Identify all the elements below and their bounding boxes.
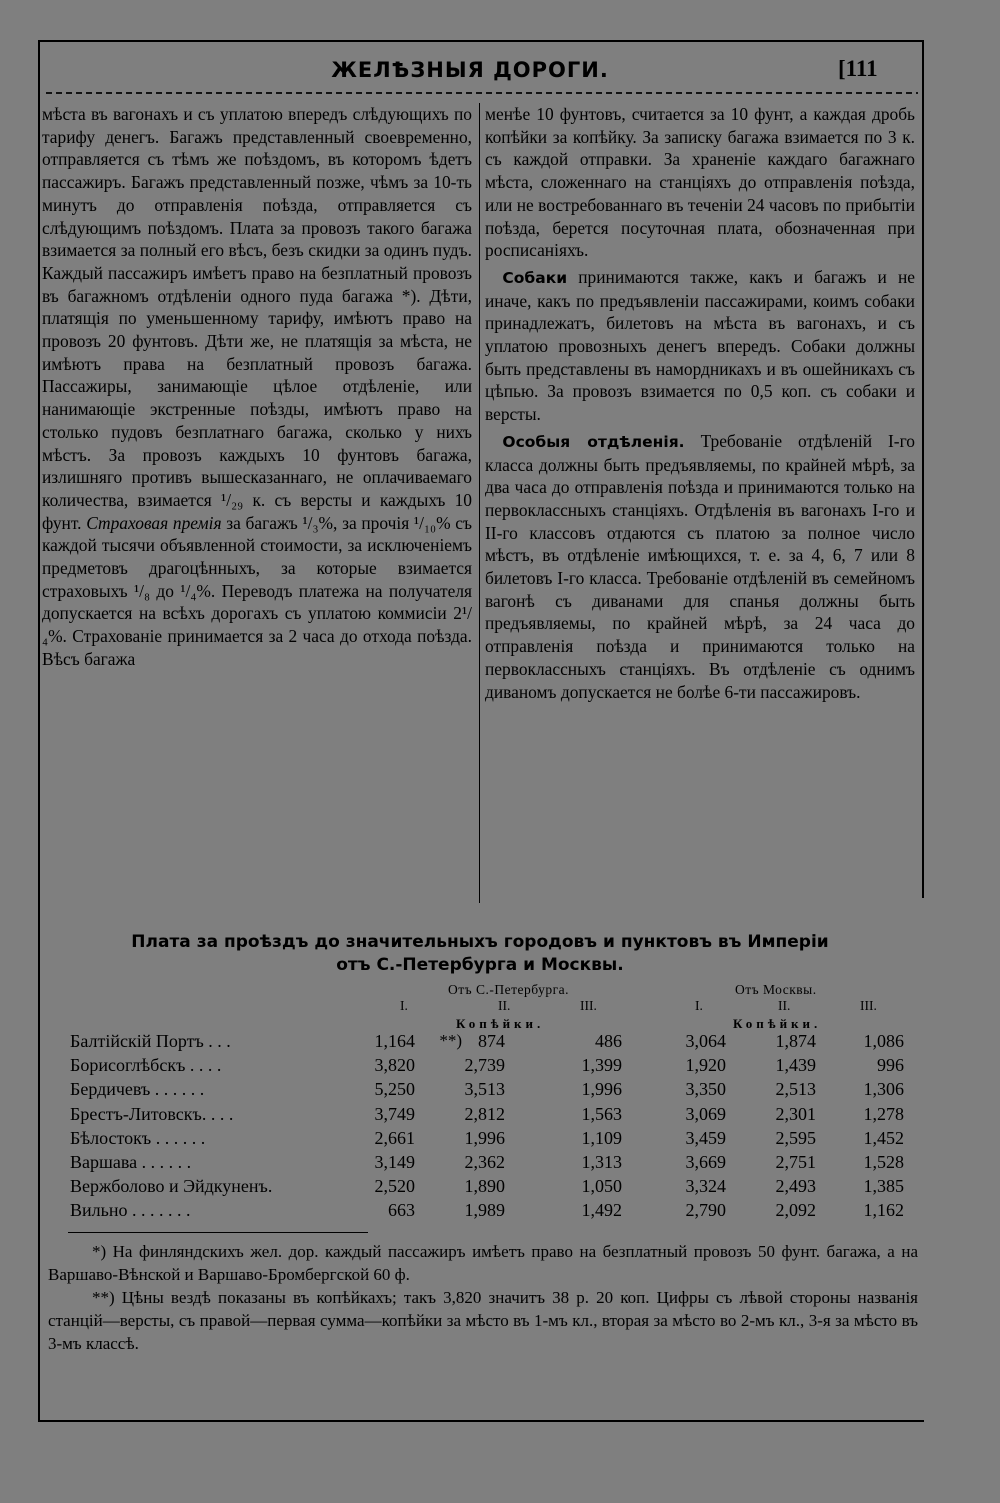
- fare-cell: 5,250: [374, 1079, 415, 1100]
- fare-cell: 3,149: [374, 1152, 415, 1172]
- group-head-spb: Отъ С.-Петербурга.: [448, 982, 570, 997]
- right-paragraph-compartments: [485, 430, 915, 703]
- running-title: ЖЕЛѢЗНЫЯ ДОРОГИ.: [331, 58, 609, 82]
- fare-cell: 1,996: [581, 1079, 622, 1100]
- table-row: [70, 1200, 920, 1224]
- fare-cell: 2,661: [374, 1127, 415, 1148]
- fare-cell: 3,324: [685, 1176, 726, 1197]
- fare-cell: 3,749: [374, 1103, 415, 1124]
- left-column: [42, 103, 472, 671]
- station-name: Вержболово и Эйдкуненъ.: [70, 1176, 273, 1197]
- fare-cell: 3,669: [685, 1152, 726, 1172]
- fare-cell: 3,350: [685, 1079, 726, 1100]
- fare-cell: 996: [877, 1055, 904, 1076]
- right-paragraph-dogs: [485, 266, 915, 426]
- table-row: [70, 1055, 920, 1079]
- fare-cell: 1,164: [374, 1031, 415, 1051]
- fare-cell: 1,278: [863, 1103, 904, 1124]
- fare-cell: 2,493: [775, 1176, 816, 1197]
- msk-class-1: I.: [695, 998, 703, 1013]
- right-paragraph-1: менѣе 10 фунтовъ, считается за 10 фунт, а каждая дробь копѣйки за копѣйку. За записку багажа взимается по 3 к. съ каждой отправки. За храненіе каждаго багажнаго мѣста, сложеннаго на станціяхъ до отправленія поѣзда, или не востребованнаго въ теченіи 24 часовъ по прибытіи поѣзда, берется посуточная плата, обозначенная при росписаніяхъ.: [485, 104, 915, 261]
- fare-cell: 2,751: [775, 1152, 816, 1172]
- fare-cell: 1,399: [581, 1055, 622, 1076]
- fare-cell: 3,820: [374, 1055, 415, 1076]
- footnote-mark: **): [439, 1031, 462, 1050]
- footnote-2: **) Цѣны вездѣ показаны въ копѣйкахъ; такъ 3,820 значитъ 38 р. 20 коп. Цифры съ лѣвой стороны названія станцій—версты, съ правой—первая сумма—копѣйки за мѣсто въ 1-мъ кл., вторая за мѣсто во 2-мъ кл., 3-я за мѣсто въ 3-мъ классѣ.: [48, 1288, 918, 1353]
- table-row: [70, 1031, 920, 1055]
- fare-cell: 3,069: [685, 1103, 726, 1124]
- fare-cell: 1,109: [581, 1127, 622, 1148]
- fare-cell: 1,439: [775, 1055, 816, 1076]
- msk-class-3: III.: [860, 998, 877, 1013]
- table-row: [70, 1079, 920, 1103]
- fare-cell: 2,739: [464, 1055, 505, 1076]
- fare-cell: 1,086: [863, 1031, 904, 1051]
- fare-cell: 1,563: [581, 1103, 622, 1124]
- group-head-msk: Отъ Москвы.: [735, 982, 817, 997]
- station-name: Вильно . . . . . . .: [70, 1200, 191, 1221]
- fare-cell: 1,920: [685, 1055, 726, 1076]
- footnote-1: *) На финляндскихъ жел. дор. каждый пассажиръ имѣетъ право на безплатный провозъ 50 фунт. багажа, а на Варшаво-Вѣнской и Варшаво-Бромбергской 60 ф.: [48, 1242, 918, 1284]
- page-number: [111: [838, 56, 878, 81]
- fare-cell: 1,050: [581, 1176, 622, 1197]
- fare-cell: 2,595: [775, 1127, 816, 1148]
- fare-cell: 1,890: [464, 1176, 505, 1197]
- footnotes: [48, 1240, 918, 1355]
- frame-right-line: [922, 40, 924, 898]
- fare-cell: 1,874: [775, 1031, 816, 1051]
- dogs-heading: Собаки: [502, 268, 568, 287]
- msk-unit-label: Копѣйки.: [733, 1016, 822, 1031]
- insurance-term: Страховая премія: [86, 512, 222, 533]
- left-paragraph: [42, 103, 472, 671]
- table-title-line-2: отъ С.-Петербурга и Москвы.: [336, 955, 624, 975]
- compartments-heading: Особыя отдѣленія.: [502, 432, 685, 451]
- station-name: Балтійскій Портъ . . .: [70, 1031, 231, 1051]
- fare-cell: 2,362: [464, 1152, 505, 1172]
- station-name: Бѣлостокъ . . . . . .: [70, 1127, 206, 1148]
- right-column: [485, 103, 915, 703]
- table-row: [70, 1152, 920, 1176]
- table-row: [70, 1176, 920, 1200]
- left-text-1: мѣста въ вагонахъ и съ уплатою впередъ слѣдующихъ по тарифу денегъ. Багажъ представленный своевременно, отправляется съ тѣмъ же поѣздомъ, въ которомъ ѣдетъ пассажиръ. Багажъ представленный позже, чѣмъ за 10-ть минутъ до отправленія поѣзда, отправляется съ слѣдующимъ поѣздомъ. Плата за провозъ такого багажа взимается за полный его вѣсъ, безъ скидки за одинъ пудъ. Каждый пассажиръ имѣетъ право на безплатный провозъ въ багажномъ отдѣленіи одного пуда багажа *). Дѣти, платящія по уменьшенному тарифу, имѣютъ право на провозъ 20 фунтовъ. Дѣти же, не платящія за мѣста, не имѣютъ права на безплатный провозъ багажа. Пассажиры, занимающіе цѣлое отдѣленіе, или нанимающіе экстренные поѣзды, имѣютъ право на столько пудовъ безплатнаго багажа, сколько у нихъ мѣстъ. За провозъ каждыхъ 10 фунтовъ багажа, излишняго противъ вышесказаннаго, не оплачиваемаго количества, взимается ¹/₂₉ к. съ версты и каждыхъ 10 фунт.: [42, 104, 472, 533]
- fare-cell: 2,790: [685, 1200, 726, 1221]
- frame-bottom-line: [38, 1420, 924, 1422]
- footnote-rule: [68, 1232, 368, 1233]
- fare-cell: 2,513: [775, 1079, 816, 1100]
- fare-cell: 3,513: [464, 1079, 505, 1100]
- fare-cell: 1,306: [863, 1079, 904, 1100]
- fare-cell: 2,301: [775, 1103, 816, 1124]
- spb-class-2: II.: [498, 998, 511, 1013]
- spb-class-1: I.: [400, 998, 408, 1013]
- fare-cell: 1,996: [464, 1127, 505, 1148]
- fare-cell: 1,989: [464, 1200, 505, 1221]
- fare-cell: 1,492: [581, 1200, 622, 1221]
- left-text-2: за багажъ ¹/₃%, за прочія ¹/₁₀% съ каждой тысячи объявленной стоимости, за исключеніемъ предметовъ драгоцѣнныхъ, за которые взимается страховыхъ ¹/₈ до ¹/₄%. Переводъ платежа на получателя допускается на всѣхъ дорогахъ съ уплатою коммисіи 2¹/₄%. Страхованіе принимается за 2 часа до отхода поѣзда. Вѣсъ багажа: [42, 512, 472, 669]
- fare-cell: 2,812: [464, 1103, 505, 1124]
- fare-cell: 2,092: [775, 1200, 816, 1221]
- fare-cell: 2,520: [374, 1176, 415, 1197]
- table-row: [70, 1104, 920, 1128]
- fare-cell: 1,385: [863, 1176, 904, 1197]
- station-name: Борисоглѣбскъ . . . .: [70, 1055, 222, 1076]
- header-rule: [46, 92, 918, 94]
- fare-cell: 3,064: [685, 1031, 726, 1051]
- frame-left-line: [38, 40, 40, 1420]
- frame-top-line: [38, 40, 924, 42]
- table-row: [70, 1128, 920, 1152]
- station-name: Брестъ-Литовскъ. . . .: [70, 1103, 234, 1124]
- fare-cell: 1,452: [863, 1127, 904, 1148]
- fare-cell: 486: [595, 1031, 622, 1051]
- fare-cell: 663: [388, 1200, 415, 1221]
- fare-cell: 1,162: [863, 1200, 904, 1221]
- fare-cell: 1,313: [581, 1152, 622, 1172]
- station-name: Варшава . . . . . .: [70, 1152, 192, 1172]
- column-divider: [479, 103, 480, 903]
- fare-cell: 1,528: [863, 1152, 904, 1172]
- msk-class-2: II.: [778, 998, 791, 1013]
- spb-class-3: III.: [580, 998, 597, 1013]
- compartments-text: Требованіе отдѣленій I-го класса должны быть предъявляемы, по крайней мѣрѣ, за два часа до отправленія поѣзда и принимаются только на первоклассныхъ станціяхъ. Отдѣленія въ вагонахъ I-го и II-го классовъ отдаются съ платою за полное число мѣстъ, въ отдѣленіе имѣющихся, т. е. за 4, 6, 7 или 8 билетовъ I-го класса. Требованіе отдѣленій въ семейномъ вагонѣ съ диванами для спанья должны быть предъявляемы, по крайней мѣрѣ, за 24 часа до отправленія поѣзда и принимаются только на первоклассныхъ станціяхъ. Въ отдѣленіе съ однимъ диваномъ допускается не болѣе 6-ти пассажировъ.: [485, 430, 915, 702]
- station-name: Бердичевъ . . . . . .: [70, 1079, 205, 1100]
- table-title-line-1: Плата за проѣздъ до значительныхъ городовъ и пунктовъ въ Имперіи: [131, 932, 829, 952]
- fare-cell: 874: [478, 1031, 505, 1051]
- dogs-text: принимаются также, какъ и багажъ и не иначе, какъ по предъявленіи пассажирами, коимъ собаки принадлежатъ, билетовъ на мѣста въ вагонахъ, и съ уплатою провозныхъ денегъ впередъ. Собаки должны быть представлены въ намордникахъ и въ ошейникахъ съ цѣпью. За провозъ взимается по 0,5 коп. съ собаки и версты.: [485, 266, 915, 425]
- spb-unit-label: Копѣйки.: [456, 1016, 545, 1031]
- fare-cell: 3,459: [685, 1127, 726, 1148]
